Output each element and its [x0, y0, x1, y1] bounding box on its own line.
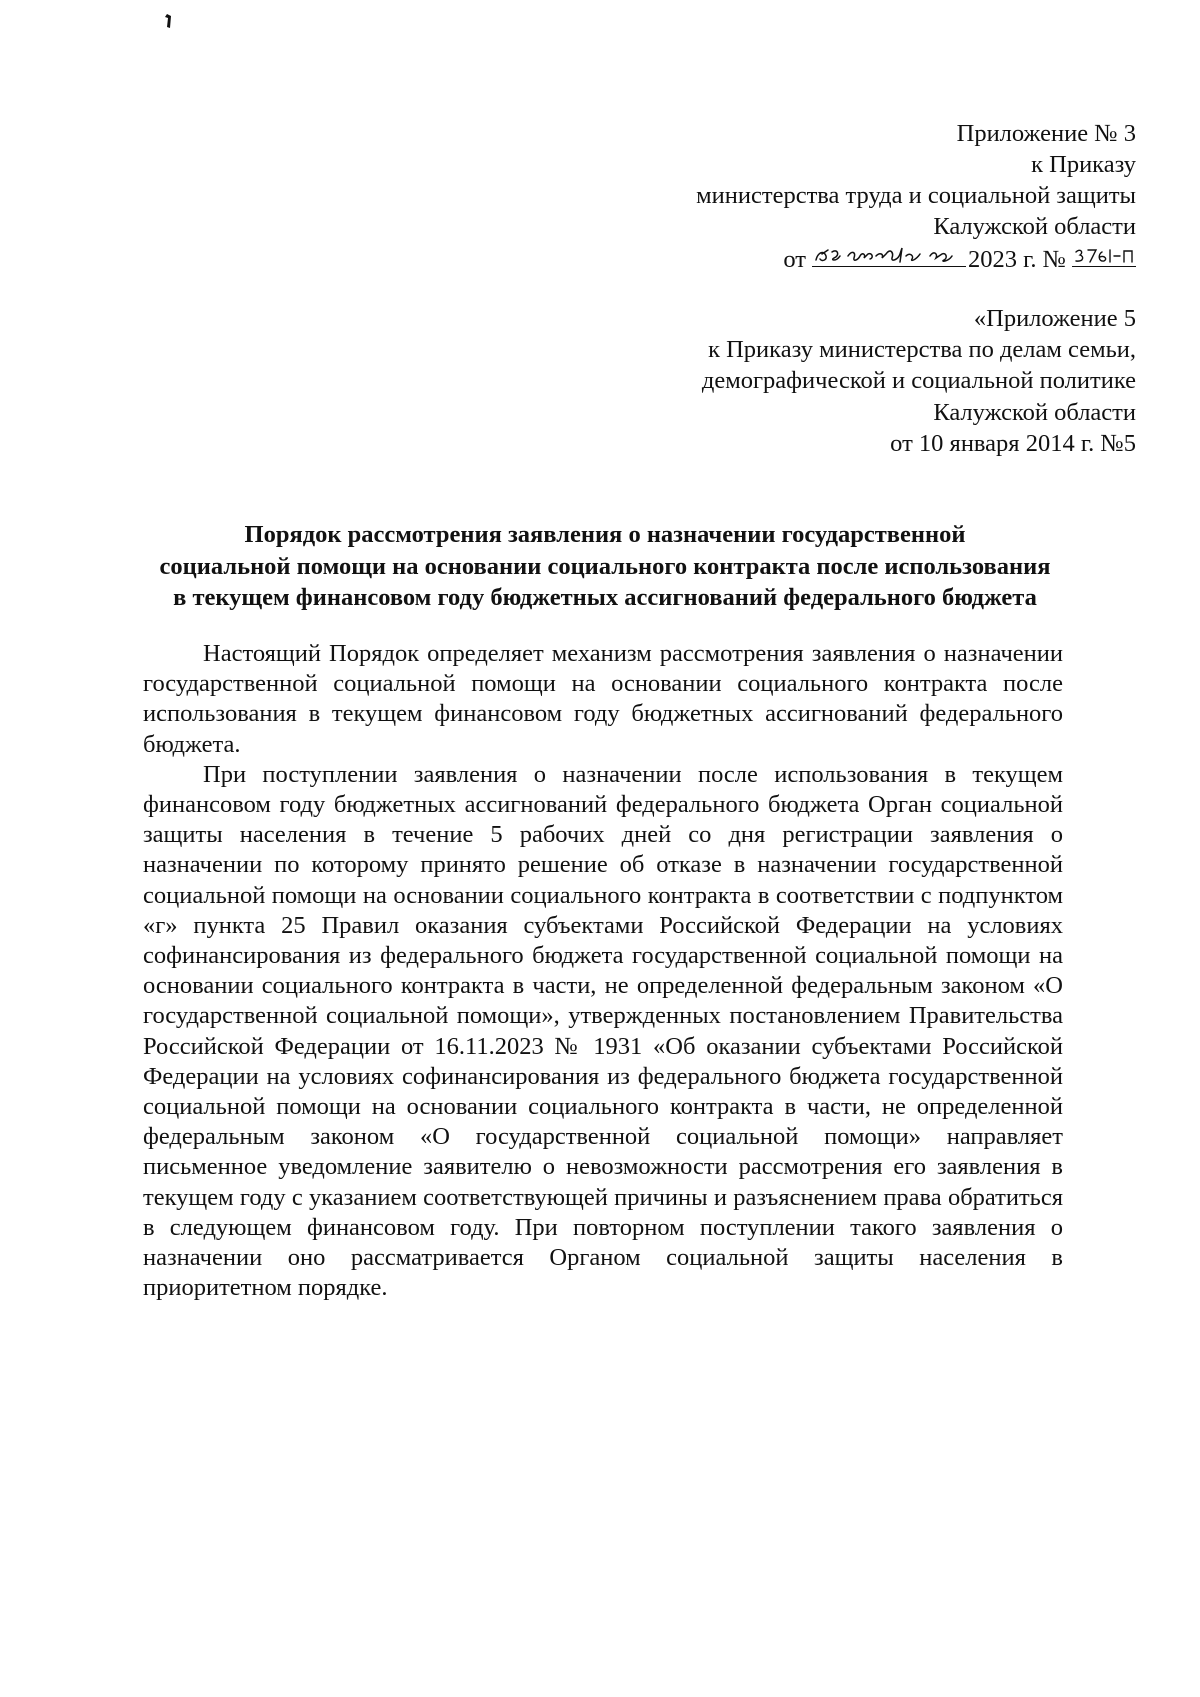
appendix-to-order: к Приказу — [1031, 151, 1136, 178]
body-paragraph-2: При поступлении заявления о назначении после использования в текущем финансовом году бюджетных ассигнований федерального бюджета Орган социальной защиты населения в течение 5 рабочих дней со дня регистрации заявления о назначении по которому принято решение об отказе в назначении государственной социальной помощи на основании социального контракта в соответствии с подпунктом «г» пункта 25 Правил оказания субъектами Российской Федерации на условиях софинансирования из федерального бюджета государственной социальной помощи на основании социального контракта в части, не определенной федеральным законом «О государственной социальной помощи», утвержденных постановлением Правительства Российской Федерации от 16.11.2023 № 1931 «Об оказании субъектами Российской Федерации на условиях софинансирования из федерального бюджета государственной социальной помощи на основании социального контракта в части, не определенной федеральным законом «О государственной социальной помощи» направляет письменное уведомление заявителю о невозможности рассмотрения его заявления в текущем году с указанием соответствующей причины и разъяснением права обратиться в следующем финансовом году. При повторном поступлении такого заявления о назначении оно рассматривается Органом социальной защиты населения в приоритетном порядке. — [143, 760, 1063, 1302]
title-line-1: Порядок рассмотрения заявления о назначении государственной — [244, 521, 966, 548]
body-paragraph-1: Настоящий Порядок определяет механизм рассмотрения заявления о назначении государственной социальной помощи на основании социального контракта после использования в текущем финансовом году бюджетных ассигнований федерального бюджета. — [143, 640, 1063, 758]
title-line-3: в текущем финансовом году бюджетных ассигнований федерального бюджета — [173, 584, 1037, 611]
date-year-number: 2023 г. № — [967, 246, 1066, 273]
prior-appendix-number: «Приложение 5 — [973, 305, 1136, 332]
appendix-ministry: министерства труда и социальной защиты — [696, 182, 1136, 209]
prior-appendix-header — [576, 303, 1136, 459]
prior-appendix-date: от 10 января 2014 г. №5 — [890, 429, 1136, 457]
handwritten-number-signature — [1072, 244, 1136, 266]
handwritten-date-signature — [812, 244, 966, 266]
appendix-region: Калужской области — [933, 213, 1136, 240]
appendix-header — [616, 118, 1136, 275]
handwritten-date — [812, 242, 966, 267]
document-title — [140, 519, 1070, 614]
prior-appendix-policy: демографической и социальной политике — [701, 367, 1136, 395]
handwritten-number — [1072, 242, 1136, 267]
title-line-2: социальной помощи на основании социального контракта после использования — [159, 552, 1051, 580]
date-prefix: от — [783, 246, 806, 273]
prior-appendix-region: Калужской области — [933, 398, 1136, 426]
document-body — [143, 639, 1063, 1303]
prior-appendix-to-order: к Приказу министерства по делам семьи, — [708, 336, 1136, 364]
scan-mark-icon — [164, 14, 172, 28]
appendix-number: Приложение № 3 — [956, 120, 1136, 147]
appendix-date-line — [616, 242, 1136, 275]
